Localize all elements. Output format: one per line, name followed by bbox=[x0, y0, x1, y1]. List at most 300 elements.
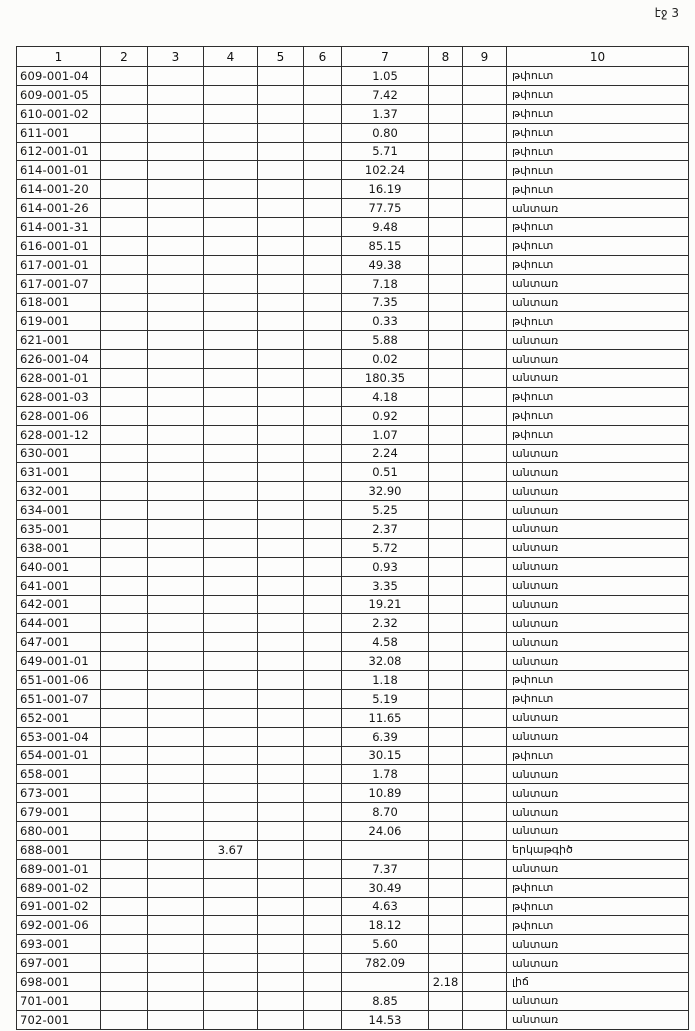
value-cell bbox=[304, 199, 342, 218]
value-cell bbox=[429, 387, 463, 406]
area-value-cell: 30.49 bbox=[342, 878, 429, 897]
value-cell bbox=[101, 406, 148, 425]
area-value-cell: 5.60 bbox=[342, 935, 429, 954]
parcel-code-cell: 691-001-02 bbox=[17, 897, 101, 916]
value-cell bbox=[429, 161, 463, 180]
value-cell bbox=[463, 1010, 507, 1029]
land-type-cell: անտառ bbox=[507, 501, 689, 520]
table-row bbox=[17, 161, 689, 180]
value-cell bbox=[101, 501, 148, 520]
value-cell bbox=[101, 689, 148, 708]
area-value-cell: 4.63 bbox=[342, 897, 429, 916]
value-cell bbox=[429, 104, 463, 123]
table-row bbox=[17, 218, 689, 237]
parcel-code-cell: 658-001 bbox=[17, 765, 101, 784]
area-value-cell: 8.70 bbox=[342, 803, 429, 822]
land-type-cell: անտառ bbox=[507, 199, 689, 218]
parcel-code-cell: 689-001-02 bbox=[17, 878, 101, 897]
value-cell bbox=[304, 878, 342, 897]
value-cell bbox=[463, 897, 507, 916]
value-cell bbox=[463, 425, 507, 444]
area-value-cell: 32.08 bbox=[342, 652, 429, 671]
value-cell bbox=[148, 897, 204, 916]
value-cell bbox=[429, 708, 463, 727]
column-header-1: 1 bbox=[17, 47, 101, 67]
land-type-cell: թփուտ bbox=[507, 255, 689, 274]
value-cell bbox=[429, 293, 463, 312]
value-cell bbox=[101, 746, 148, 765]
value-cell bbox=[463, 331, 507, 350]
value-cell bbox=[204, 293, 258, 312]
column-header-9: 9 bbox=[463, 47, 507, 67]
column-header-8: 8 bbox=[429, 47, 463, 67]
table-row bbox=[17, 859, 689, 878]
area-value-cell: 0.93 bbox=[342, 557, 429, 576]
value-cell bbox=[258, 180, 304, 199]
value-cell bbox=[148, 85, 204, 104]
value-cell bbox=[204, 104, 258, 123]
value-cell bbox=[148, 331, 204, 350]
value-cell bbox=[204, 916, 258, 935]
value-cell bbox=[148, 614, 204, 633]
area-value-cell: 0.02 bbox=[342, 350, 429, 369]
value-cell bbox=[148, 973, 204, 992]
column-header-3: 3 bbox=[148, 47, 204, 67]
land-type-cell: անտառ bbox=[507, 784, 689, 803]
value-cell bbox=[463, 236, 507, 255]
value-cell bbox=[148, 784, 204, 803]
value-cell bbox=[148, 803, 204, 822]
value-cell bbox=[204, 803, 258, 822]
value-cell bbox=[204, 350, 258, 369]
value-cell bbox=[463, 520, 507, 539]
table-row bbox=[17, 85, 689, 104]
value-cell bbox=[204, 614, 258, 633]
value-cell bbox=[204, 746, 258, 765]
parcel-code-cell: 652-001 bbox=[17, 708, 101, 727]
table-row bbox=[17, 482, 689, 501]
value-cell bbox=[204, 463, 258, 482]
value-cell bbox=[101, 633, 148, 652]
value-cell bbox=[429, 67, 463, 86]
table-body bbox=[17, 67, 689, 1030]
area-value-cell: 5.88 bbox=[342, 331, 429, 350]
value-cell bbox=[429, 123, 463, 142]
area-value-cell: 1.78 bbox=[342, 765, 429, 784]
value-cell bbox=[463, 387, 507, 406]
value-cell bbox=[101, 85, 148, 104]
value-cell bbox=[429, 897, 463, 916]
parcel-code-cell: 628-001-06 bbox=[17, 406, 101, 425]
value-cell bbox=[204, 218, 258, 237]
value-cell bbox=[101, 878, 148, 897]
value-cell bbox=[463, 406, 507, 425]
land-type-cell: թփուտ bbox=[507, 161, 689, 180]
land-type-cell: անտառ bbox=[507, 859, 689, 878]
table-row bbox=[17, 425, 689, 444]
value-cell bbox=[304, 633, 342, 652]
land-type-cell: թփուտ bbox=[507, 897, 689, 916]
value-cell bbox=[429, 218, 463, 237]
value-cell bbox=[429, 935, 463, 954]
table-row bbox=[17, 633, 689, 652]
value-cell bbox=[101, 671, 148, 690]
value-cell bbox=[148, 104, 204, 123]
area-value-cell: 5.25 bbox=[342, 501, 429, 520]
table-row bbox=[17, 784, 689, 803]
land-type-cell: թփուտ bbox=[507, 916, 689, 935]
land-type-cell: անտառ bbox=[507, 935, 689, 954]
table-row bbox=[17, 595, 689, 614]
table-row bbox=[17, 803, 689, 822]
value-cell bbox=[101, 652, 148, 671]
land-type-cell: անտառ bbox=[507, 652, 689, 671]
area-value-cell: 1.37 bbox=[342, 104, 429, 123]
value-cell bbox=[463, 557, 507, 576]
value-cell bbox=[258, 482, 304, 501]
parcel-code-cell: 702-001 bbox=[17, 1010, 101, 1029]
value-cell bbox=[148, 501, 204, 520]
value-cell bbox=[429, 671, 463, 690]
parcel-code-cell: 692-001-06 bbox=[17, 916, 101, 935]
land-type-cell: թփուտ bbox=[507, 123, 689, 142]
value-cell bbox=[304, 576, 342, 595]
value-cell bbox=[204, 123, 258, 142]
table-row bbox=[17, 557, 689, 576]
value-cell bbox=[463, 822, 507, 841]
value-cell bbox=[148, 463, 204, 482]
value-cell bbox=[148, 991, 204, 1010]
value-cell bbox=[204, 85, 258, 104]
value-cell bbox=[148, 293, 204, 312]
value-cell bbox=[463, 727, 507, 746]
parcel-code-cell: 693-001 bbox=[17, 935, 101, 954]
value-cell bbox=[258, 822, 304, 841]
value-cell bbox=[204, 991, 258, 1010]
value-cell bbox=[304, 444, 342, 463]
value-cell bbox=[463, 973, 507, 992]
value-cell bbox=[258, 878, 304, 897]
parcel-code-cell: 640-001 bbox=[17, 557, 101, 576]
value-cell bbox=[204, 501, 258, 520]
value-cell bbox=[463, 652, 507, 671]
value-cell bbox=[304, 123, 342, 142]
table-row bbox=[17, 67, 689, 86]
value-cell bbox=[463, 293, 507, 312]
value-cell bbox=[258, 236, 304, 255]
value-cell bbox=[258, 727, 304, 746]
land-type-cell: անտառ bbox=[507, 444, 689, 463]
value-cell bbox=[204, 689, 258, 708]
value-cell bbox=[204, 1010, 258, 1029]
area-value-cell: 24.06 bbox=[342, 822, 429, 841]
value-cell bbox=[204, 67, 258, 86]
land-type-cell: անտառ bbox=[507, 520, 689, 539]
value-cell bbox=[429, 576, 463, 595]
column-header-6: 6 bbox=[304, 47, 342, 67]
value-cell bbox=[101, 161, 148, 180]
land-register-table bbox=[16, 46, 689, 1030]
value-cell bbox=[304, 538, 342, 557]
value-cell bbox=[429, 463, 463, 482]
value-cell bbox=[101, 765, 148, 784]
value-cell bbox=[258, 85, 304, 104]
parcel-code-cell: 644-001 bbox=[17, 614, 101, 633]
value-cell bbox=[429, 746, 463, 765]
value-cell bbox=[258, 293, 304, 312]
value-cell bbox=[258, 614, 304, 633]
value-cell bbox=[204, 331, 258, 350]
area-value-cell: 782.09 bbox=[342, 954, 429, 973]
parcel-code-cell: 614-001-20 bbox=[17, 180, 101, 199]
value-cell bbox=[258, 1010, 304, 1029]
value-cell bbox=[148, 576, 204, 595]
value-cell bbox=[304, 67, 342, 86]
value-cell bbox=[463, 444, 507, 463]
value-cell bbox=[258, 274, 304, 293]
value-cell bbox=[463, 350, 507, 369]
value-cell bbox=[204, 633, 258, 652]
land-type-cell: անտառ bbox=[507, 538, 689, 557]
value-cell bbox=[101, 331, 148, 350]
parcel-code-cell: 614-001-01 bbox=[17, 161, 101, 180]
value-cell bbox=[258, 331, 304, 350]
parcel-code-cell: 630-001 bbox=[17, 444, 101, 463]
value-cell bbox=[463, 501, 507, 520]
land-type-cell: թփուտ bbox=[507, 312, 689, 331]
value-cell bbox=[204, 255, 258, 274]
value-cell bbox=[204, 935, 258, 954]
value-cell bbox=[304, 859, 342, 878]
table-row bbox=[17, 878, 689, 897]
value-cell bbox=[258, 840, 304, 859]
table-row bbox=[17, 520, 689, 539]
value-cell bbox=[463, 218, 507, 237]
value-cell: 3.67 bbox=[204, 840, 258, 859]
value-cell bbox=[304, 312, 342, 331]
value-cell bbox=[429, 482, 463, 501]
value-cell bbox=[148, 595, 204, 614]
value-cell bbox=[148, 935, 204, 954]
value-cell bbox=[304, 671, 342, 690]
value-cell bbox=[463, 935, 507, 954]
parcel-code-cell: 680-001 bbox=[17, 822, 101, 841]
value-cell bbox=[304, 274, 342, 293]
value-cell bbox=[101, 954, 148, 973]
value-cell bbox=[258, 161, 304, 180]
value-cell bbox=[429, 991, 463, 1010]
value-cell bbox=[258, 595, 304, 614]
area-value-cell: 14.53 bbox=[342, 1010, 429, 1029]
value-cell bbox=[304, 689, 342, 708]
value-cell bbox=[101, 255, 148, 274]
value-cell bbox=[101, 538, 148, 557]
value-cell bbox=[429, 689, 463, 708]
value-cell bbox=[204, 406, 258, 425]
value-cell bbox=[101, 482, 148, 501]
value-cell bbox=[148, 218, 204, 237]
value-cell bbox=[258, 954, 304, 973]
table-row bbox=[17, 350, 689, 369]
value-cell bbox=[304, 991, 342, 1010]
area-value-cell: 7.42 bbox=[342, 85, 429, 104]
value-cell bbox=[148, 369, 204, 388]
value-cell bbox=[304, 463, 342, 482]
parcel-code-cell: 619-001 bbox=[17, 312, 101, 331]
table-row bbox=[17, 538, 689, 557]
value-cell bbox=[148, 123, 204, 142]
parcel-code-cell: 651-001-06 bbox=[17, 671, 101, 690]
value-cell bbox=[304, 746, 342, 765]
area-value-cell: 9.48 bbox=[342, 218, 429, 237]
value-cell bbox=[258, 104, 304, 123]
area-value-cell bbox=[342, 840, 429, 859]
value-cell bbox=[304, 973, 342, 992]
value-cell bbox=[429, 803, 463, 822]
area-value-cell: 102.24 bbox=[342, 161, 429, 180]
land-type-cell: անտառ bbox=[507, 991, 689, 1010]
area-value-cell: 16.19 bbox=[342, 180, 429, 199]
value-cell bbox=[258, 916, 304, 935]
value-cell bbox=[304, 331, 342, 350]
value-cell bbox=[304, 595, 342, 614]
area-value-cell: 2.24 bbox=[342, 444, 429, 463]
value-cell bbox=[429, 350, 463, 369]
value-cell bbox=[101, 218, 148, 237]
value-cell bbox=[304, 1010, 342, 1029]
value-cell bbox=[429, 557, 463, 576]
parcel-code-cell: 609-001-04 bbox=[17, 67, 101, 86]
land-type-cell: անտառ bbox=[507, 633, 689, 652]
value-cell bbox=[304, 85, 342, 104]
value-cell bbox=[258, 671, 304, 690]
value-cell bbox=[463, 991, 507, 1010]
table-row bbox=[17, 406, 689, 425]
parcel-code-cell: 614-001-31 bbox=[17, 218, 101, 237]
value-cell bbox=[463, 784, 507, 803]
value-cell bbox=[258, 991, 304, 1010]
value-cell bbox=[148, 727, 204, 746]
value-cell bbox=[101, 614, 148, 633]
value-cell bbox=[204, 482, 258, 501]
value-cell bbox=[204, 425, 258, 444]
value-cell bbox=[463, 689, 507, 708]
table-row bbox=[17, 954, 689, 973]
value-cell bbox=[148, 916, 204, 935]
parcel-code-cell: 617-001-07 bbox=[17, 274, 101, 293]
value-cell bbox=[101, 1010, 148, 1029]
value-cell bbox=[101, 199, 148, 218]
value-cell bbox=[463, 840, 507, 859]
parcel-code-cell: 618-001 bbox=[17, 293, 101, 312]
land-type-cell: թփուտ bbox=[507, 671, 689, 690]
value-cell bbox=[101, 312, 148, 331]
land-type-cell: անտառ bbox=[507, 954, 689, 973]
parcel-code-cell: 628-001-03 bbox=[17, 387, 101, 406]
table-row bbox=[17, 180, 689, 199]
value-cell bbox=[148, 708, 204, 727]
value-cell bbox=[258, 746, 304, 765]
value-cell bbox=[101, 387, 148, 406]
value-cell bbox=[204, 369, 258, 388]
value-cell bbox=[204, 708, 258, 727]
value-cell bbox=[304, 935, 342, 954]
table-row bbox=[17, 973, 689, 992]
area-value-cell: 5.19 bbox=[342, 689, 429, 708]
value-cell bbox=[304, 387, 342, 406]
parcel-code-cell: 673-001 bbox=[17, 784, 101, 803]
parcel-code-cell: 609-001-05 bbox=[17, 85, 101, 104]
value-cell bbox=[463, 538, 507, 557]
value-cell bbox=[304, 520, 342, 539]
value-cell bbox=[204, 897, 258, 916]
value-cell bbox=[463, 765, 507, 784]
value-cell bbox=[258, 501, 304, 520]
value-cell bbox=[429, 425, 463, 444]
value-cell bbox=[101, 784, 148, 803]
value-cell bbox=[304, 708, 342, 727]
table-row bbox=[17, 444, 689, 463]
value-cell bbox=[463, 482, 507, 501]
table-row bbox=[17, 274, 689, 293]
value-cell bbox=[148, 274, 204, 293]
area-value-cell: 5.71 bbox=[342, 142, 429, 161]
value-cell bbox=[258, 935, 304, 954]
value-cell bbox=[304, 218, 342, 237]
table-row bbox=[17, 991, 689, 1010]
value-cell bbox=[204, 822, 258, 841]
value-cell bbox=[429, 633, 463, 652]
table-row bbox=[17, 293, 689, 312]
area-value-cell: 0.51 bbox=[342, 463, 429, 482]
value-cell bbox=[463, 180, 507, 199]
value-cell bbox=[204, 142, 258, 161]
value-cell bbox=[258, 463, 304, 482]
land-type-cell: անտառ bbox=[507, 576, 689, 595]
area-value-cell: 0.33 bbox=[342, 312, 429, 331]
value-cell bbox=[258, 520, 304, 539]
value-cell bbox=[429, 520, 463, 539]
parcel-code-cell: 641-001 bbox=[17, 576, 101, 595]
table-row bbox=[17, 123, 689, 142]
value-cell bbox=[429, 180, 463, 199]
value-cell bbox=[258, 255, 304, 274]
value-cell bbox=[148, 878, 204, 897]
value-cell bbox=[148, 746, 204, 765]
value-cell bbox=[304, 180, 342, 199]
value-cell bbox=[258, 123, 304, 142]
value-cell bbox=[429, 255, 463, 274]
value-cell bbox=[148, 406, 204, 425]
parcel-code-cell: 647-001 bbox=[17, 633, 101, 652]
value-cell bbox=[429, 444, 463, 463]
land-type-cell: անտառ bbox=[507, 331, 689, 350]
value-cell bbox=[204, 727, 258, 746]
value-cell bbox=[429, 595, 463, 614]
column-header-7: 7 bbox=[342, 47, 429, 67]
area-value-cell: 8.85 bbox=[342, 991, 429, 1010]
value-cell bbox=[101, 822, 148, 841]
value-cell bbox=[148, 161, 204, 180]
table-header-row bbox=[17, 47, 689, 67]
value-cell bbox=[204, 161, 258, 180]
parcel-code-cell: 688-001 bbox=[17, 840, 101, 859]
value-cell bbox=[463, 671, 507, 690]
area-value-cell: 3.35 bbox=[342, 576, 429, 595]
value-cell bbox=[148, 765, 204, 784]
value-cell bbox=[429, 840, 463, 859]
parcel-code-cell: 679-001 bbox=[17, 803, 101, 822]
